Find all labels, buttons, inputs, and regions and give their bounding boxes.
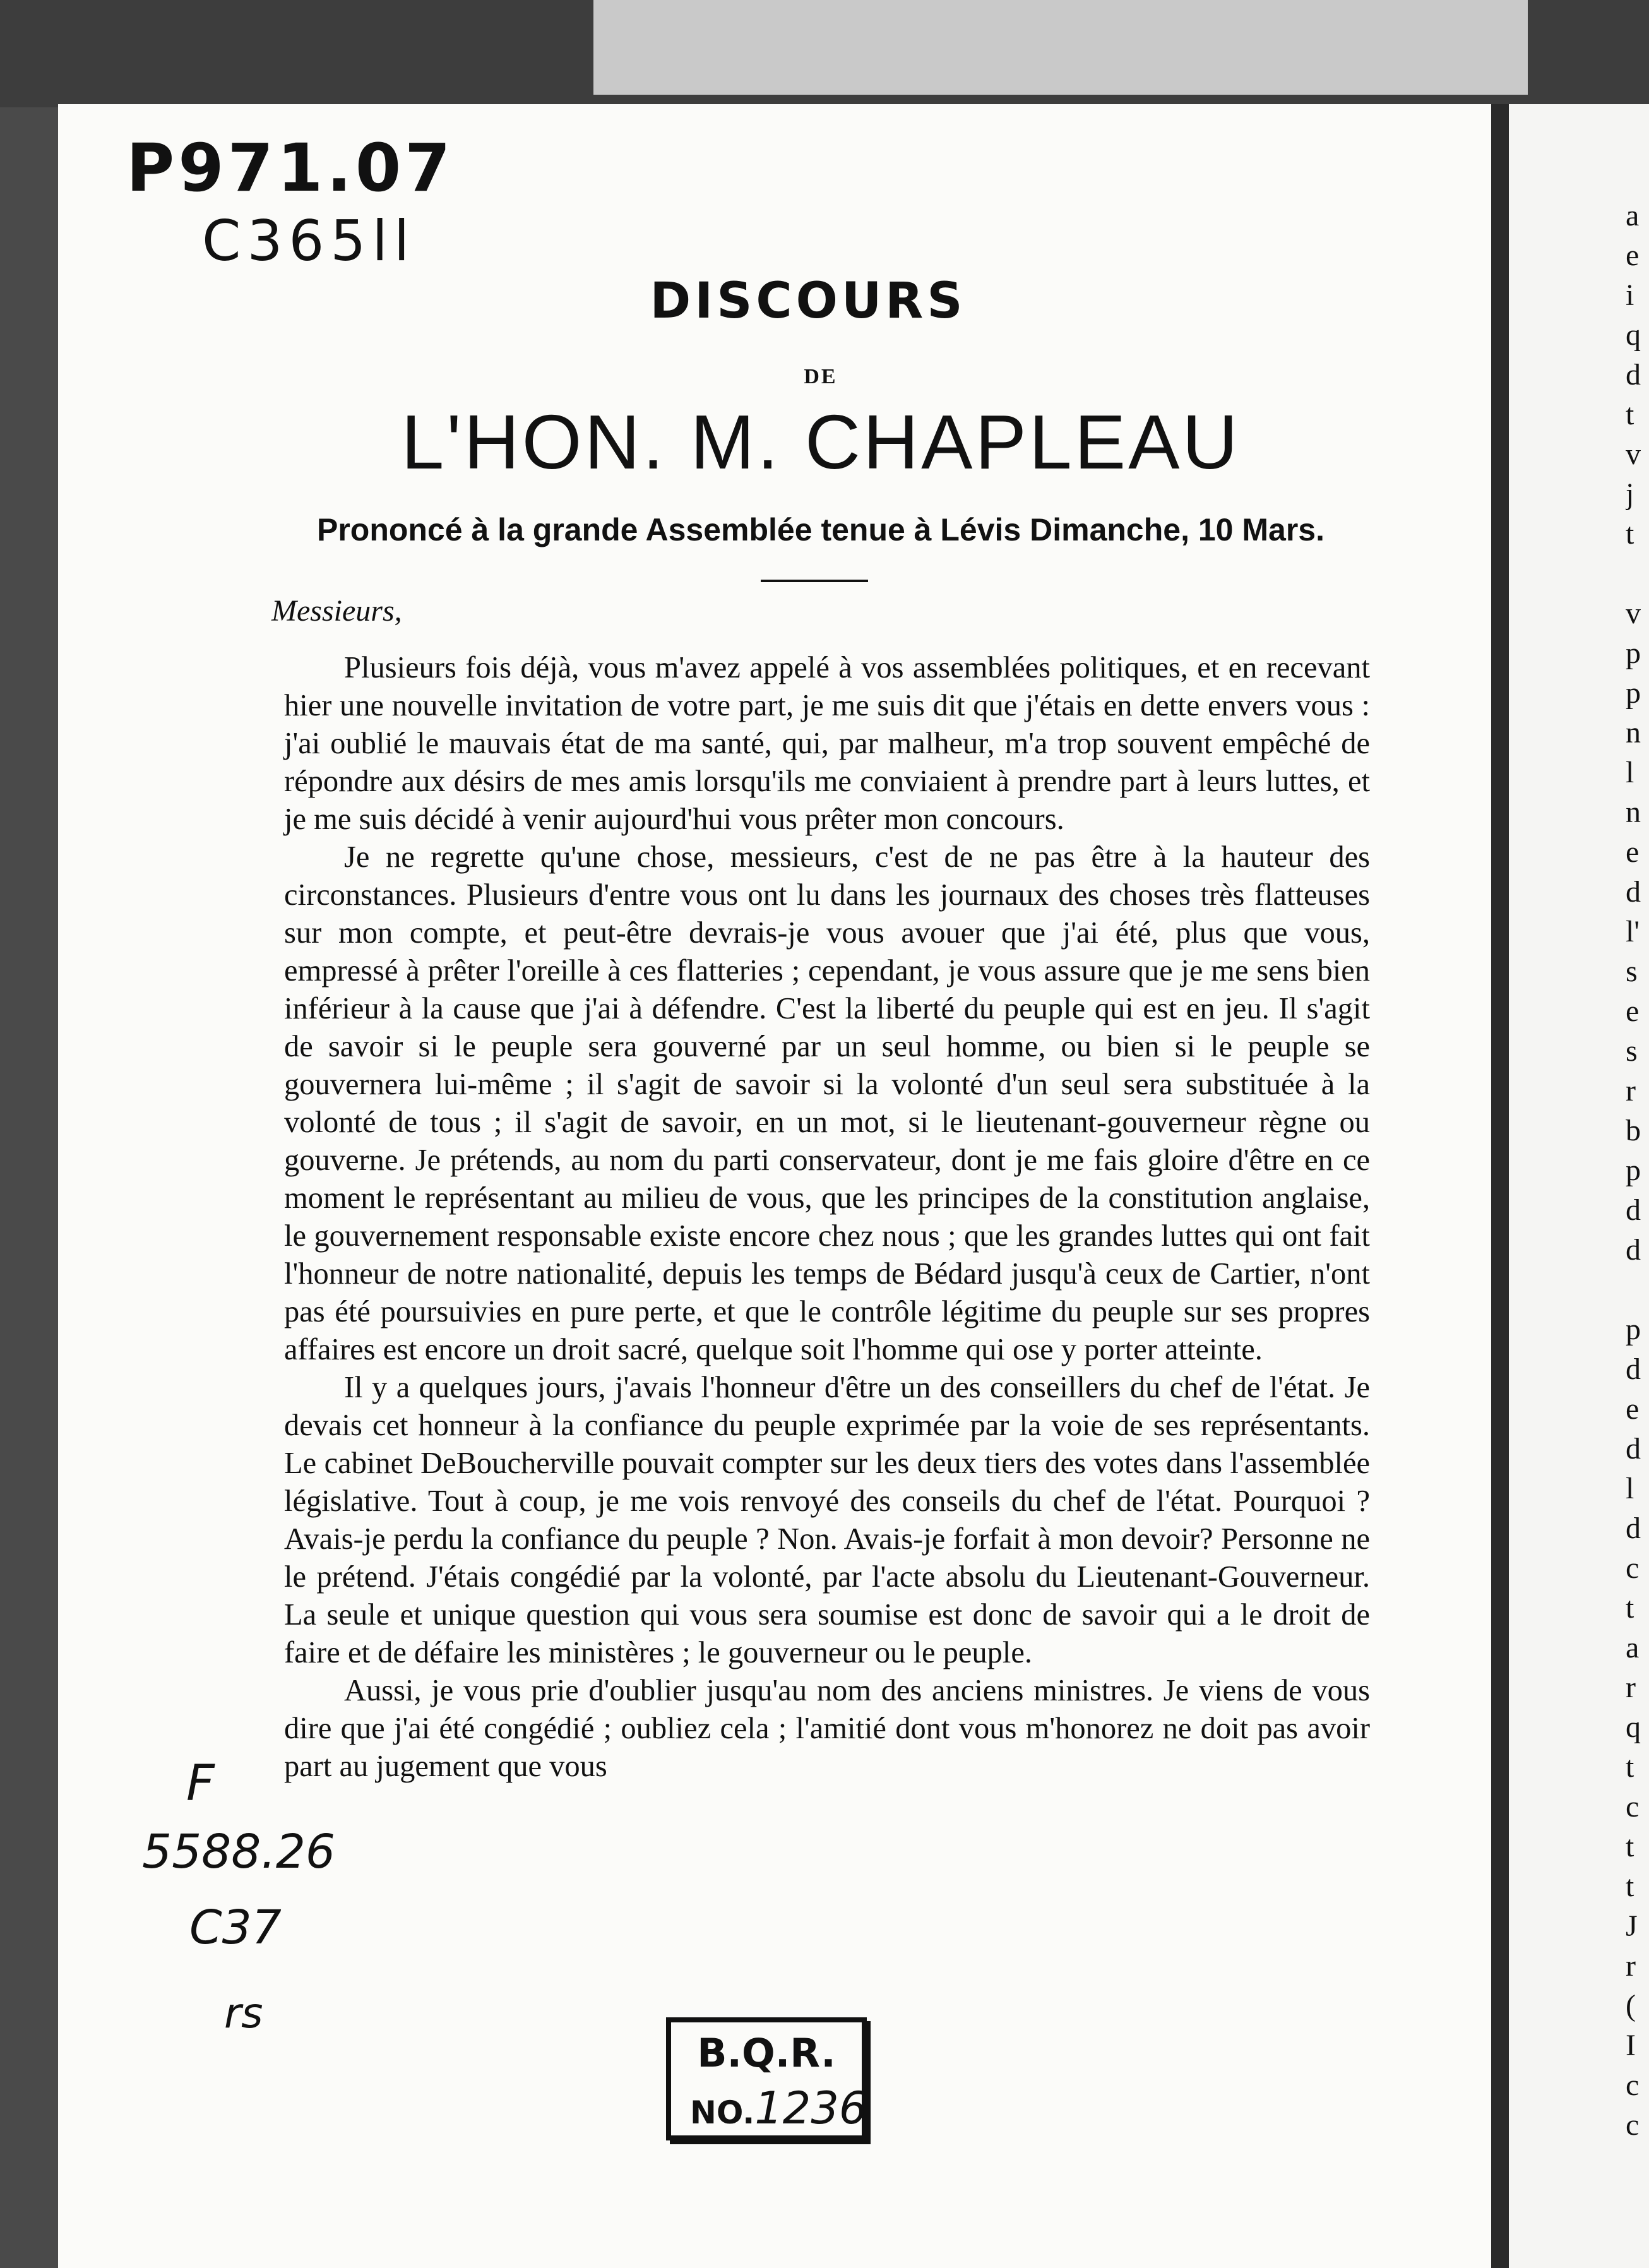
library-stamp — [666, 2017, 867, 2140]
facing-page-fragment: d — [1626, 1233, 1641, 1267]
facing-page-fragment: l — [1626, 756, 1634, 789]
handwritten-note-4: rs — [224, 1989, 263, 2038]
facing-page-fragment: J — [1626, 1909, 1638, 1943]
speaker-name: L'HON. M. CHAPLEAU — [401, 399, 1241, 485]
facing-page-fragment: s — [1626, 1034, 1638, 1068]
facing-page-fragment: v — [1626, 438, 1641, 471]
facing-page-fragment: c — [1626, 2108, 1640, 2142]
facing-page-fragment: d — [1626, 1432, 1641, 1465]
facing-page-fragment: t — [1626, 1591, 1634, 1625]
facing-page-fragment: c — [1626, 2068, 1640, 2102]
facing-page-fragment — [1626, 554, 1649, 594]
paragraph-4: Aussi, je vous prie d'oublier jusqu'au nom des anciens ministres. Je viens de vous dire que j'ai été congédié ; oubliez cela ; l'amitié dont vous m'honorez ne doit pas avoir part au jugement que vous — [284, 1674, 1370, 1783]
facing-page-fragment: t — [1626, 517, 1634, 551]
facing-page-fragment: p — [1626, 676, 1641, 710]
paragraph-1: Plusieurs fois déjà, vous m'avez appelé à vos assemblées politiques, et en recevant hier une nouvelle invitation de votre part, je me suis dit que j'étais en dette envers vous : j'ai oublié le mauvais état de ma santé, qui, par malheur, m'a trop souvent empêché de répondre aux désirs de mes amis lorsqu'ils me conviaient à prendre part à leurs luttes, et je me suis décidé à venir aujourd'hui vous prêter mon concours. — [284, 651, 1370, 836]
call-number-line-1: P971.07 — [126, 129, 455, 206]
scan-background-highlight — [593, 0, 1528, 95]
facing-page-fragment: n — [1626, 716, 1641, 749]
stamp-number-prefix: NO. — [690, 2094, 755, 2131]
facing-page-fragment — [1626, 1270, 1649, 1310]
speech-body — [284, 649, 1370, 1786]
facing-page-fragment: d — [1626, 1193, 1641, 1227]
facing-page-fragment: t — [1626, 1830, 1634, 1863]
title-divider — [761, 580, 868, 582]
stamp-number-line — [690, 2082, 867, 2134]
facing-page-fragment: e — [1626, 239, 1640, 272]
facing-page-fragment: I — [1626, 2029, 1636, 2062]
call-number-line-2: C365ll — [202, 208, 416, 273]
facing-page-fragment: e — [1626, 835, 1640, 869]
facing-page-fragment: d — [1626, 1512, 1641, 1545]
handwritten-note-2: 5588.26 — [142, 1825, 336, 1879]
facing-page-fragment: d — [1626, 1352, 1641, 1386]
facing-page-fragment: q — [1626, 318, 1641, 352]
facing-page-fragment: i — [1626, 278, 1634, 312]
facing-page-fragment: e — [1626, 1392, 1640, 1426]
facing-page-fragment: p — [1626, 1154, 1641, 1187]
facing-page-fragment: ( — [1626, 1989, 1636, 2022]
facing-page-fragment: r — [1626, 1074, 1636, 1107]
paragraph-3: Il y a quelques jours, j'avais l'honneur d'être un des conseillers du chef de l'état. Je devais cet honneur à la confiance du peuple exprimée par la voie de ses représentants. Le cabinet DeBoucherville pouvait compter sur les deux tiers des votes dans l'assemblée législative. Tout à coup, je me vois renvoyé des conseils du chef de l'état. Pourquoi ? Avais-je perdu la confiance du peuple ? Non. Avais-je forfait à mon devoir? Personne ne le prétend. J'étais congédié par la volonté, par l'acte absolu du Lieutenant-Gouverneur. La seule et unique question qui vous sera soumise est donc de savoir qui a le droit de faire et de défaire les ministères ; le gouverneur ou le peuple. — [284, 1371, 1370, 1669]
facing-page-fragment: r — [1626, 1949, 1636, 1983]
facing-page-fragment: q — [1626, 1710, 1641, 1744]
facing-page-fragment: t — [1626, 1870, 1634, 1903]
handwritten-note-1: F — [186, 1755, 215, 1812]
book-gutter — [1491, 104, 1509, 2268]
facing-page-fragment: r — [1626, 1671, 1636, 1704]
facing-page-fragment: a — [1626, 1631, 1640, 1664]
stamp-library-code: B.Q.R. — [697, 2030, 836, 2076]
facing-page-fragment: l — [1626, 1472, 1634, 1505]
paragraph-2: Je ne regrette qu'une chose, messieurs, c'est de ne pas être à la hauteur des circonstances. Plusieurs d'entre vous ont lu dans les journaux des choses très flatteuses sur mon compte, et peut-être devrais-je vous avouer que j'ai été, plus que vous, empressé à prêter l'oreille à ces flatteries ; cependant, je vous assure que je me sens bien inférieur à la cause que j'ai à défendre. C'est la liberté du peuple qui est en jeu. Il s'agit de savoir si le peuple sera gouverné par un seul homme, ou bien si le peuple se gouvernera lui-même ; il s'agit de savoir si la volonté d'un seul sera substituée à la volonté de tous ; il s'agit de savoir, en un mot, si le lieutenant-gouverneur règne ou gouverne. Je prétends, au nom du parti conservateur, dont je me fais gloire d'être en ce moment le représentant au milieu de vous, que les principes de la constitution anglaise, le gouvernement responsable existe encore chez nous ; que les grandes luttes qui ont fait l'honneur de notre nationalité, depuis les temps de Bédard jusqu'à ceux de Cartier, n'ont pas été poursuivies en pure perte, et que le contrôle légitime du peuple sur ses propres affaires est encore un droit sacré, quelque soit l'homme qui ose y porter atteinte. — [284, 840, 1370, 1366]
facing-page-fragment: e — [1626, 994, 1640, 1028]
facing-page-fragment: v — [1626, 597, 1641, 630]
facing-page-fragment: p — [1626, 636, 1641, 670]
facing-page-fragment: a — [1626, 199, 1640, 232]
facing-page-fragment: n — [1626, 796, 1641, 829]
facing-page-text-edge — [1626, 196, 1649, 2145]
salutation: Messieurs, — [271, 594, 402, 628]
document-subtitle: Prononcé à la grande Assemblée tenue à Lévis Dimanche, 10 Mars. — [317, 512, 1325, 547]
stamp-number: 1236 — [754, 2082, 867, 2134]
facing-page-fragment: d — [1626, 358, 1641, 391]
facing-page-fragment: c — [1626, 1790, 1640, 1823]
title-connector: DE — [804, 365, 838, 388]
facing-page-fragment: d — [1626, 875, 1641, 909]
facing-page-fragment: t — [1626, 398, 1634, 431]
facing-page-fragment: b — [1626, 1114, 1641, 1147]
document-title: DISCOURS — [650, 273, 967, 330]
facing-page-fragment: l' — [1626, 915, 1640, 948]
facing-page-fragment: c — [1626, 1551, 1640, 1585]
facing-page-fragment: j — [1626, 477, 1634, 511]
handwritten-note-3: C37 — [189, 1901, 282, 1955]
facing-page-fragment: s — [1626, 955, 1638, 988]
facing-page-fragment: t — [1626, 1750, 1634, 1784]
facing-page-fragment: p — [1626, 1313, 1641, 1346]
